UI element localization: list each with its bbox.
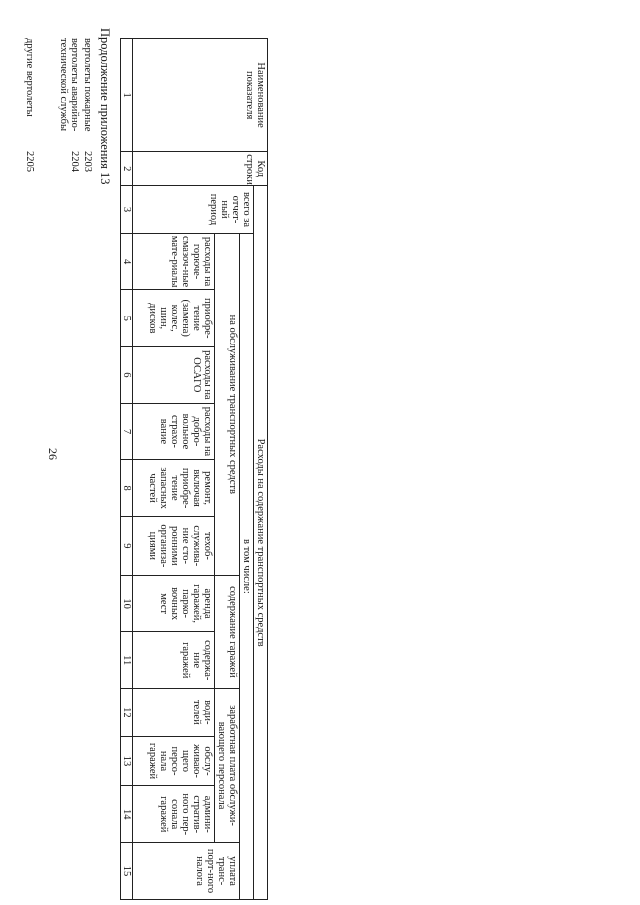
- col-number: 4: [121, 233, 133, 290]
- header-c10: аренда гаражей, парко-вочных мест: [133, 575, 215, 632]
- table-row: [24, 38, 36, 176]
- col-number: 8: [121, 460, 133, 517]
- col-number: 5: [121, 290, 133, 347]
- row-name: вертолеты аварийно-технической службы: [58, 38, 80, 132]
- col-number: 2: [121, 152, 133, 186]
- header-c4: расходы на горюче-смазоч-ные мате-риалы: [133, 233, 215, 290]
- continuation-label: Продолжение приложения 13: [98, 28, 112, 185]
- header-c14: админи-стратив-ного пер-сонала гаражей: [133, 786, 215, 843]
- header-maintenance-group: на обслуживание транспортных средств: [215, 233, 240, 575]
- col-number: 11: [121, 632, 133, 689]
- table-row: [0, 38, 2, 176]
- header-tax: уплата транс-порт-ного налога: [133, 843, 240, 900]
- header-code: Код строки: [133, 152, 268, 186]
- col-number: 10: [121, 575, 133, 632]
- row-name: другие вертолеты: [24, 38, 35, 117]
- header-garage-group: содержание гаражей: [215, 575, 240, 688]
- header-salary-group: заработная плата обслужи-вающего персонала: [215, 689, 240, 843]
- header-incl: в том числе:: [240, 233, 254, 899]
- col-number: 1: [121, 39, 133, 152]
- row-code: 2205: [24, 151, 35, 172]
- table-row: [58, 38, 81, 176]
- header-c11: содержа-ние гаражей: [133, 632, 215, 689]
- col-number: 3: [121, 186, 133, 234]
- row-name: [0, 38, 2, 142]
- col-number: 13: [121, 736, 133, 786]
- header-c12: води-телей: [133, 689, 215, 737]
- header-c13: обслу-живаю-щего персо-нала гаражей: [133, 736, 215, 786]
- page-number: 26: [46, 448, 60, 460]
- header-c5: приобре-тение (замена) колес, шин, дисков: [133, 290, 215, 347]
- header-expenses: Расходы на содержание транспортных средств: [254, 186, 268, 900]
- col-number: 15: [121, 843, 133, 900]
- header-c6: расходы на ОСАГО: [133, 347, 215, 404]
- header-name: Наименование показателя: [133, 39, 268, 152]
- header-c9: техоб-служива-ние сто-ронними организа-циями: [133, 516, 215, 575]
- row-code: 2204: [69, 151, 80, 172]
- table-row: [82, 38, 94, 176]
- row-code: [0, 142, 2, 176]
- col-number: 12: [121, 689, 133, 737]
- header-table: [120, 38, 268, 900]
- header-c7: расходы на добро-вольное страхо-вание: [133, 403, 215, 460]
- row-name: вертолеты пожарные: [82, 38, 93, 132]
- col-number: 14: [121, 786, 133, 843]
- header-total: всего за отчет-ный период: [133, 186, 254, 234]
- header-c8: ремонт, включая приобре-тение запасных частей: [133, 460, 215, 517]
- col-number: 9: [121, 516, 133, 575]
- col-number: 7: [121, 403, 133, 460]
- row-code: 2203: [82, 151, 93, 172]
- col-number: 6: [121, 347, 133, 404]
